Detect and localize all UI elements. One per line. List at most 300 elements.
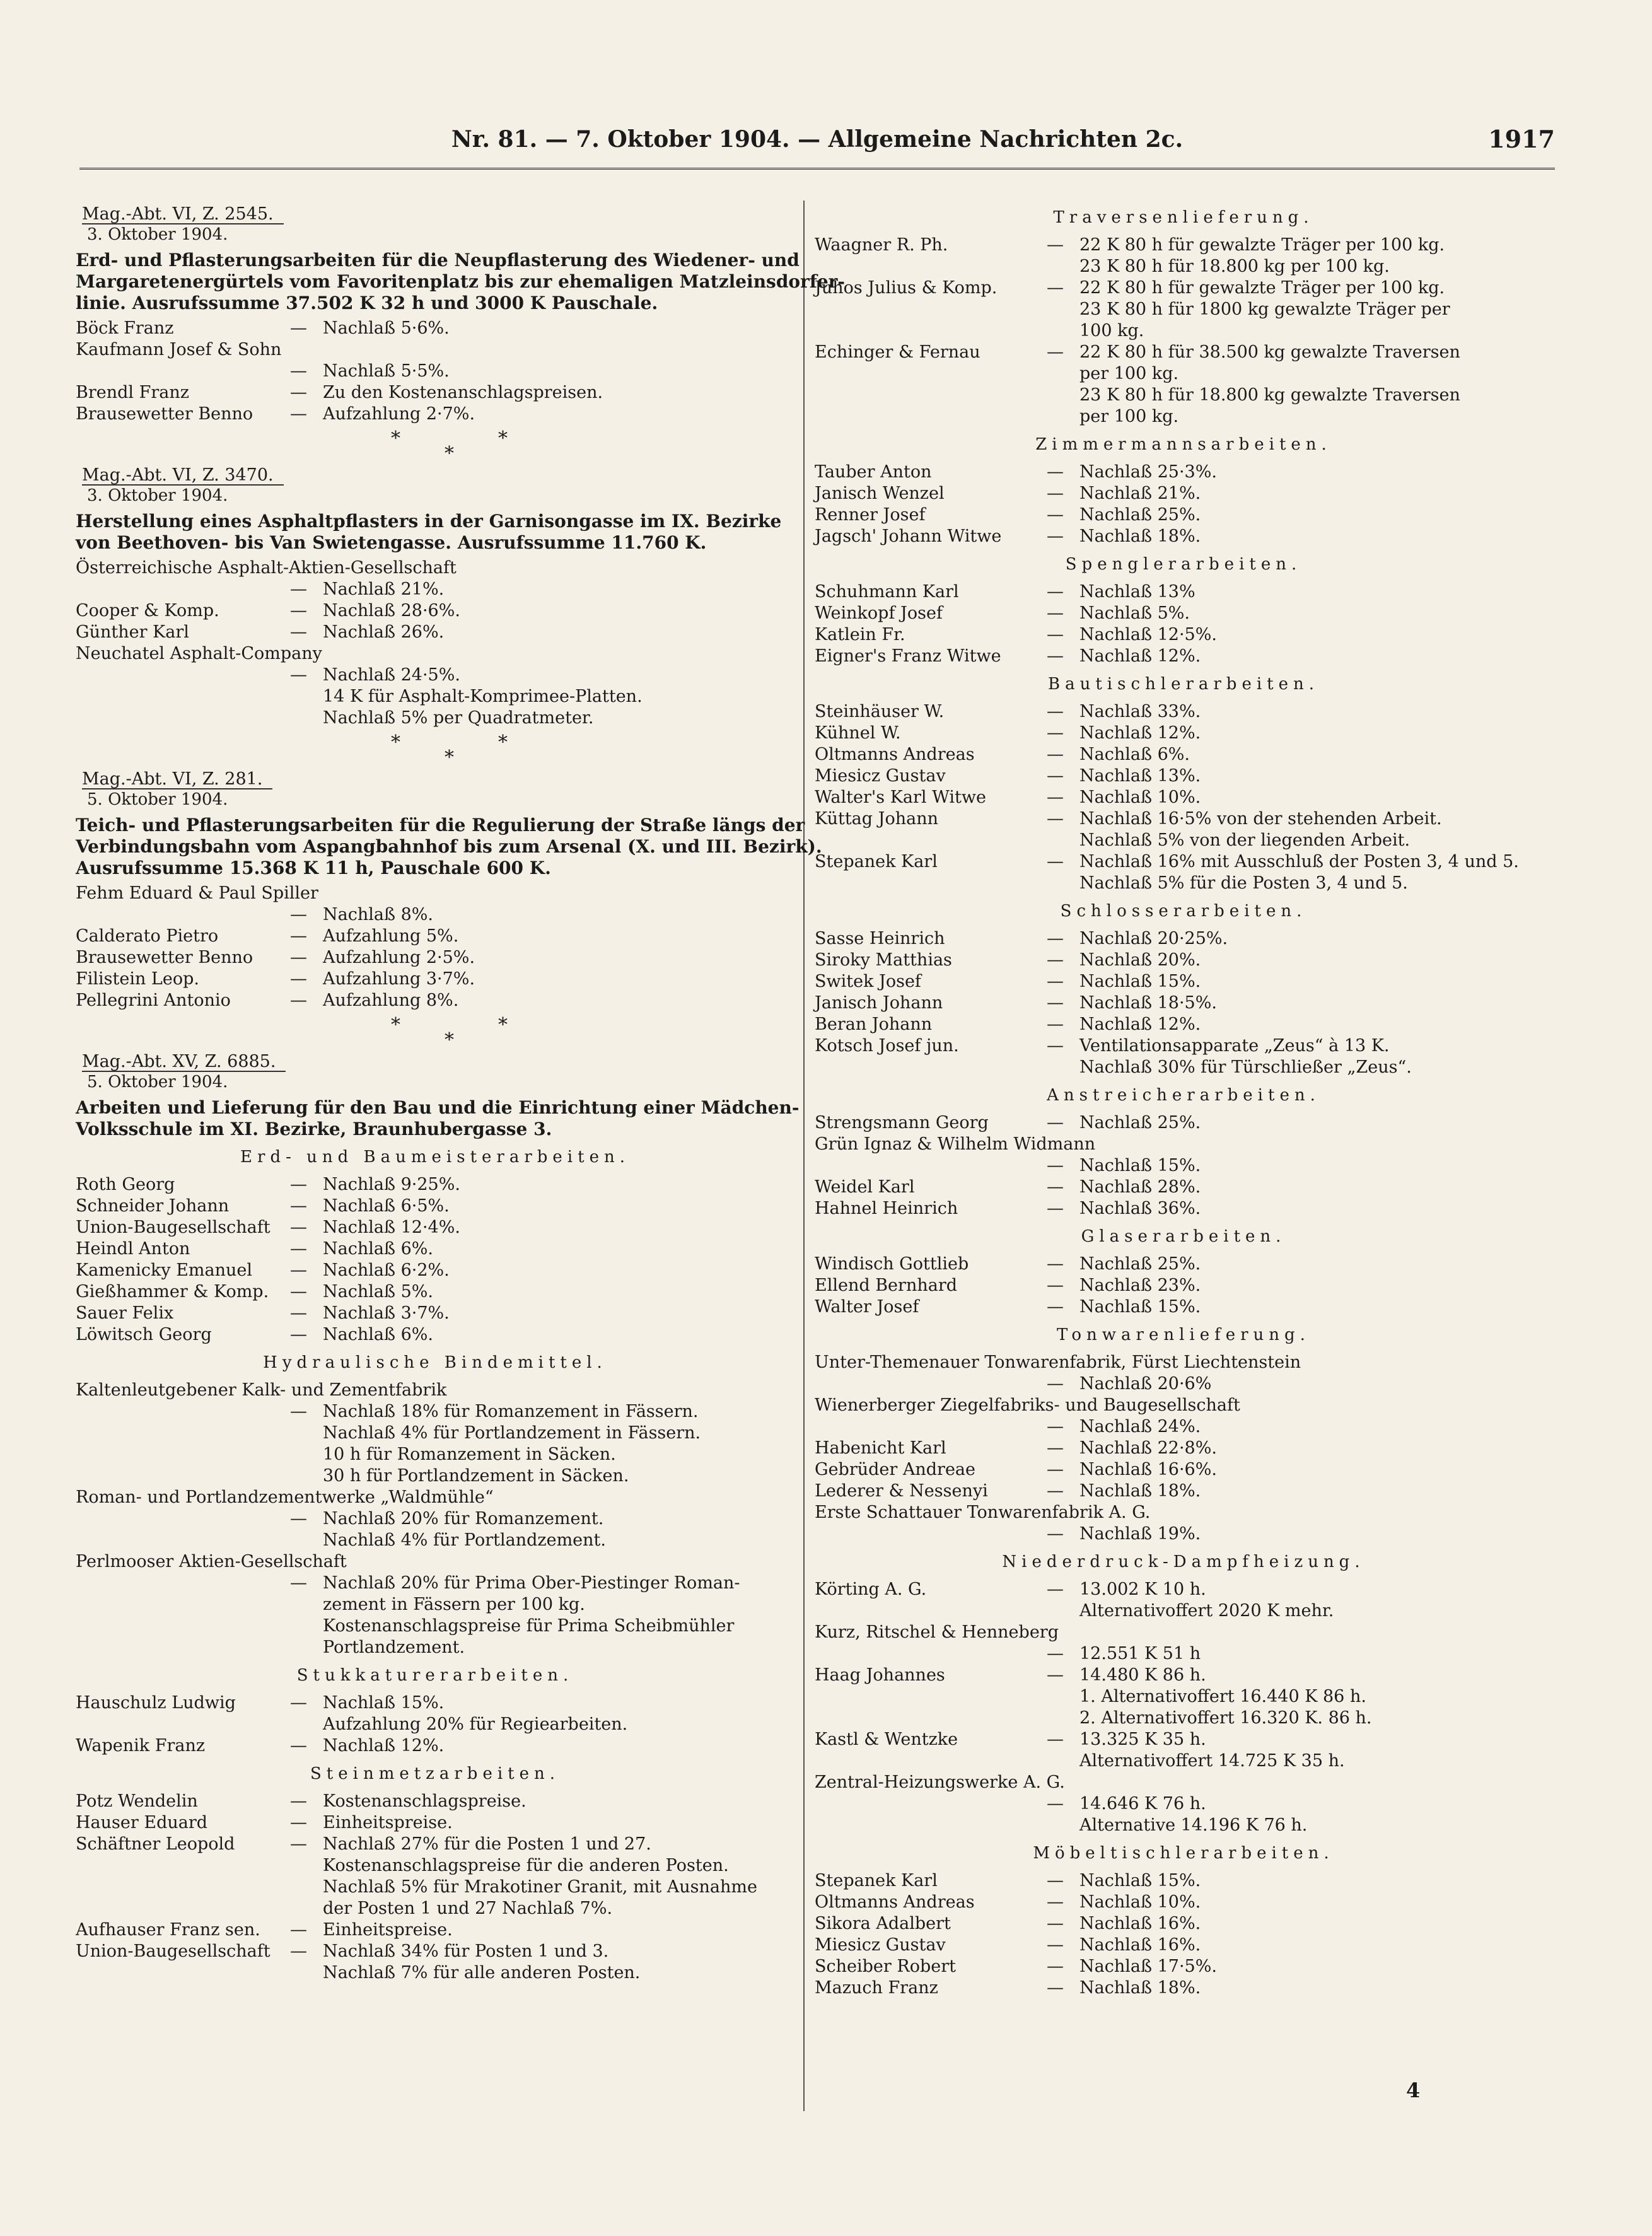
dash-mark: — [1047, 1276, 1064, 1295]
bidder-name: Janisch Wenzel [815, 484, 945, 503]
bidder-name: Perlmooser Aktien-Gesellschaft [76, 1552, 347, 1571]
bidder-name: Aufhauser Franz sen. [76, 1920, 260, 1940]
bid-detail: Nachlaß 15%. [1079, 972, 1201, 991]
entry-line [815, 256, 1552, 277]
entry-line [815, 950, 1552, 971]
bidder-name: Wapenik Franz [76, 1736, 206, 1756]
entry-list [815, 581, 1552, 667]
bid-detail: 100 kg. [1079, 321, 1144, 341]
entry-line [815, 1729, 1552, 1750]
separator-stars [391, 729, 517, 769]
entry-list [815, 928, 1552, 1078]
entry-line [76, 622, 794, 643]
bidder-name: Grün Ignaz & Wilhelm Widmann [815, 1134, 1096, 1154]
dash-mark: — [290, 601, 307, 620]
entry-line [815, 235, 1552, 256]
bid-detail: 10 h für Romanzement in Säcken. [323, 1445, 616, 1464]
dash-mark: — [1047, 929, 1064, 948]
bid-detail: Nachlaß 24%. [1079, 1417, 1201, 1436]
bidder-name: Filistein Leop. [76, 969, 199, 989]
bidder-name: Weidel Karl [815, 1177, 915, 1197]
bid-detail: Nachlaß 10%. [1079, 788, 1201, 807]
dash-mark: — [290, 1239, 307, 1259]
bidder-name: Pellegrini Antonio [76, 991, 231, 1010]
bid-detail: 30 h für Portlandzement in Säcken. [323, 1466, 629, 1486]
bidder-name: Schuhmann Karl [815, 582, 959, 602]
entry-line [815, 1014, 1552, 1035]
bidder-name: Sasse Heinrich [815, 929, 945, 948]
entry-line [815, 1892, 1552, 1913]
bidder-name: Potz Wendelin [76, 1791, 198, 1811]
bid-detail: Nachlaß 13% [1079, 582, 1195, 602]
star-mark: * [498, 731, 508, 754]
bid-detail: Aufzahlung 8%. [323, 991, 459, 1010]
bidder-name: Österreichische Asphalt-Aktien-Gesellschaft [76, 558, 457, 578]
bid-detail: Nachlaß 20% für Prima Ober-Piestinger Roman- [323, 1573, 740, 1593]
entry-list [815, 1579, 1552, 1836]
entry-line [76, 1487, 794, 1508]
footer-number: 4 [1406, 2078, 1421, 2102]
star-mark: * [391, 1014, 400, 1036]
bid-detail: 22 K 80 h für gewalzte Träger per 100 kg. [1079, 235, 1445, 255]
bid-detail: Ventilationsapparate „Zeus“ à 13 K. [1079, 1036, 1390, 1056]
section-heading: Glaserarbeiten. [1081, 1227, 1286, 1246]
bidder-name: Kotsch Josef jun. [815, 1036, 959, 1056]
star-mark: * [391, 428, 400, 450]
notice-title [76, 250, 846, 314]
bid-detail: 23 K 80 h für 18.800 kg per 100 kg. [1079, 257, 1390, 276]
entry-line [815, 277, 1552, 299]
dash-mark: — [1047, 1914, 1064, 1933]
entry-line [76, 600, 794, 622]
dash-mark: — [290, 1509, 307, 1529]
entry-line [815, 1395, 1552, 1416]
dash-mark: — [1047, 702, 1064, 721]
entry-line [76, 1573, 794, 1594]
bid-detail: Nachlaß 17·5%. [1079, 1957, 1217, 1976]
entry-line [815, 1438, 1552, 1459]
bidder-name: Heindl Anton [76, 1239, 190, 1259]
entry-line [815, 1956, 1552, 1977]
bid-detail: Nachlaß 16%. [1079, 1914, 1201, 1933]
bid-detail: Nachlaß 15%. [1079, 1297, 1201, 1317]
bid-detail: Nachlaß 3·7%. [323, 1303, 450, 1323]
section-heading: Steinmetzarbeiten. [310, 1764, 560, 1783]
entry-line [815, 1057, 1552, 1078]
bid-detail: Nachlaß 18%. [1079, 1978, 1201, 1998]
bid-detail: Nachlaß 21%. [1079, 484, 1201, 503]
bid-detail: Nachlaß 34% für Posten 1 und 3. [323, 1942, 609, 1961]
entry-line [815, 1134, 1552, 1155]
dash-mark: — [1047, 1665, 1064, 1685]
header-title: Nr. 81. — 7. Oktober 1904. — Allgemeine Nachrichten 2c. [451, 126, 1184, 153]
entry-line [815, 363, 1552, 385]
dash-mark: — [1047, 788, 1064, 807]
dash-mark: — [290, 948, 307, 967]
title-line: Volksschule im XI. Bezirke, Braunhubergasse 3. [76, 1119, 552, 1139]
bid-detail: Nachlaß 18%. [1079, 527, 1201, 546]
bid-detail: Portlandzement. [323, 1638, 465, 1657]
dash-mark: — [290, 926, 307, 946]
entry-list [815, 462, 1552, 547]
entry-line [815, 873, 1552, 894]
entry-line [76, 1303, 794, 1324]
bidder-name: Wienerberger Ziegelfabriks- und Baugesellschaft [815, 1395, 1240, 1415]
entry-line [76, 339, 794, 361]
bid-detail: Nachlaß 25·3%. [1079, 462, 1217, 482]
bidder-name: Erste Schattauer Tonwarenfabrik A. G. [815, 1503, 1151, 1522]
bid-detail: 2. Alternativoffert 16.320 K. 86 h. [1079, 1708, 1372, 1728]
entry-list [76, 1791, 794, 1984]
entry-line [815, 1977, 1552, 1999]
section-heading: Schlosserarbeiten. [1060, 902, 1307, 921]
entry-list [76, 318, 794, 425]
entry-line [76, 1898, 794, 1919]
bid-detail: Nachlaß 6%. [1079, 745, 1190, 764]
bidder-name: Löwitsch Georg [76, 1325, 212, 1344]
bidder-name: Miesicz Gustav [815, 1935, 946, 1955]
bidder-name: Beran Johann [815, 1015, 933, 1034]
title-line: Herstellung eines Asphaltpflasters in der Garnisongasse im IX. Bezirke [76, 511, 782, 532]
page-header [79, 124, 1555, 161]
bid-detail: zement in Fässern per 100 kg. [323, 1595, 585, 1614]
bid-detail: Nachlaß 30% für Türschließer „Zeus“. [1079, 1057, 1412, 1077]
entry-list [76, 1174, 794, 1346]
dash-mark: — [1047, 1199, 1064, 1218]
dash-mark: — [290, 991, 307, 1010]
dash-mark: — [290, 1325, 307, 1344]
bidder-name: Walter Josef [815, 1297, 919, 1317]
title-line: linie. Ausrufssumme 37.502 K 32 h und 3000 K Pauschale. [76, 293, 658, 313]
bidder-name: Kastl & Wentzke [815, 1730, 958, 1749]
entry-line [76, 1637, 794, 1658]
bid-detail: Aufzahlung 2·5%. [323, 948, 475, 967]
bid-detail: Nachlaß 21%. [323, 579, 445, 599]
bidder-name: Fehm Eduard & Paul Spiller [76, 883, 318, 903]
section-heading: Erd- und Baumeisterarbeiten. [240, 1148, 630, 1167]
bid-detail: Nachlaß 10%. [1079, 1892, 1201, 1912]
entry-line [815, 1352, 1552, 1373]
dash-mark: — [1047, 484, 1064, 503]
dash-mark: — [1047, 1730, 1064, 1749]
entry-list [76, 1380, 794, 1658]
entry-line [76, 1877, 794, 1898]
entry-line [815, 1600, 1552, 1622]
dash-mark: — [290, 318, 307, 338]
entry-line [815, 1177, 1552, 1198]
bid-detail: Nachlaß 20·25%. [1079, 929, 1228, 948]
bid-detail: 13.002 K 10 h. [1079, 1580, 1206, 1599]
entry-line [815, 1622, 1552, 1643]
bidder-name: Tauber Anton [815, 462, 932, 482]
bidder-name: Windisch Gottlieb [815, 1254, 969, 1274]
entry-line [815, 971, 1552, 993]
bidder-name: Walter's Karl Witwe [815, 788, 986, 807]
entry-line [76, 1855, 794, 1877]
bidder-name: Calderato Pietro [76, 926, 219, 946]
entry-line [815, 928, 1552, 950]
reference-date: 5. Oktober 1904. [87, 790, 228, 809]
bidder-name: Siroky Matthias [815, 950, 952, 970]
bid-detail: Nachlaß 18·5%. [1079, 993, 1217, 1013]
dash-mark: — [290, 1920, 307, 1940]
title-line: Margaretenergürtels vom Favoritenplatz bis zur ehemaligen Matzleinsdorfer- [76, 271, 846, 292]
dash-mark: — [1047, 625, 1064, 644]
bid-detail: Nachlaß 18%. [1079, 1481, 1201, 1501]
bid-detail: Nachlaß 16·5% von der stehenden Arbeit. [1079, 809, 1442, 829]
bid-detail: Nachlaß 24·5%. [323, 665, 460, 685]
dash-mark: — [1047, 766, 1064, 786]
bid-detail: Nachlaß 25%. [1079, 505, 1201, 525]
bid-detail: Nachlaß 5% per Quadratmeter. [323, 708, 594, 728]
dash-mark: — [290, 579, 307, 599]
bidder-name: Kurz, Ritschel & Henneberg [815, 1622, 1059, 1642]
entry-line [76, 557, 794, 579]
notice-title [76, 815, 822, 879]
entry-line [76, 1423, 794, 1444]
entry-line [815, 1198, 1552, 1220]
bid-detail: Nachlaß 4% für Portlandzement in Fässern. [323, 1423, 701, 1443]
dash-mark: — [290, 665, 307, 685]
section-heading: Bautischlerarbeiten. [1047, 675, 1320, 694]
dash-mark: — [1047, 1036, 1064, 1056]
bidder-name: Jagsch' Johann Witwe [815, 527, 1002, 546]
bidder-name: Union-Baugesellschaft [76, 1942, 270, 1961]
entry-line [76, 361, 794, 382]
header-rule [79, 168, 1555, 170]
bidder-name: Kamenicky Emanuel [76, 1261, 252, 1280]
bid-detail: Nachlaß 6·2%. [323, 1261, 450, 1280]
entry-line [815, 851, 1552, 873]
title-line: Erd- und Pflasterungsarbeiten für die Neupflasterung des Wiedener- und [76, 250, 800, 271]
bid-detail: Nachlaß 20%. [1079, 950, 1201, 970]
star-mark: * [498, 1014, 508, 1036]
entry-line [815, 624, 1552, 646]
dash-mark: — [1047, 972, 1064, 991]
bidder-name: Juhos Julius & Komp. [815, 278, 998, 298]
bidder-name: Neuchatel Asphalt-Company [76, 644, 322, 663]
bid-detail: Nachlaß 6%. [323, 1239, 433, 1259]
dash-mark: — [1047, 646, 1064, 666]
dash-mark: — [290, 404, 307, 424]
dash-mark: — [1047, 745, 1064, 764]
bidder-name: Hauschulz Ludwig [76, 1693, 236, 1713]
section-heading: Spenglerarbeiten. [1065, 555, 1302, 574]
bid-detail: Nachlaß 27% für die Posten 1 und 27. [323, 1834, 651, 1854]
bid-detail: Nachlaß 6%. [323, 1325, 433, 1344]
bidder-name: Küttag Johann [815, 809, 938, 829]
dash-mark: — [1047, 1935, 1064, 1955]
entry-line [76, 926, 794, 947]
bid-detail: Kostenanschlagspreise für die anderen Posten. [323, 1856, 729, 1875]
bid-detail: Nachlaß 36%. [1079, 1199, 1201, 1218]
entry-line [815, 1579, 1552, 1600]
entry-line [815, 406, 1552, 428]
notice-title [76, 511, 794, 554]
dash-mark: — [1047, 278, 1064, 298]
reference-number: Mag.-Abt. VI, Z. 2545. [82, 204, 284, 224]
bid-detail: Nachlaß 5·6%. [323, 318, 450, 338]
bid-detail: 22 K 80 h für 38.500 kg gewalzte Traversen [1079, 342, 1460, 362]
entry-line [815, 1296, 1552, 1318]
bid-detail: Nachlaß 20·6% [1079, 1374, 1212, 1394]
entry-line [815, 993, 1552, 1014]
bidder-name: Stepanek Karl [815, 852, 938, 871]
dash-mark: — [1047, 1580, 1064, 1599]
bid-detail: Nachlaß 12%. [1079, 1015, 1201, 1034]
bidder-name: Cooper & Komp. [76, 601, 219, 620]
entry-line [815, 320, 1552, 342]
star-mark: * [445, 443, 454, 465]
dash-mark: — [1047, 603, 1064, 623]
dash-mark: — [1047, 1524, 1064, 1544]
entry-line [815, 581, 1552, 603]
dash-mark: — [290, 622, 307, 642]
column-divider [803, 201, 805, 2111]
entry-line [815, 744, 1552, 766]
reference-date: 3. Oktober 1904. [87, 486, 228, 505]
bidder-name: Schneider Johann [76, 1196, 230, 1216]
entry-line [76, 1174, 794, 1196]
entry-line [76, 1530, 794, 1551]
bidder-name: Union-Baugesellschaft [76, 1218, 270, 1237]
entry-line [76, 665, 794, 686]
dash-mark: — [1047, 1978, 1064, 1998]
bid-detail: Nachlaß 5% von der liegenden Arbeit. [1079, 830, 1411, 850]
bid-detail: Nachlaß 5% für die Posten 3, 4 und 5. [1079, 873, 1408, 893]
section-heading: Stukkaturerarbeiten. [296, 1666, 574, 1685]
entry-line [76, 1281, 794, 1303]
bid-detail: Einheitspreise. [323, 1813, 453, 1832]
dash-mark: — [1047, 1417, 1064, 1436]
dash-mark: — [1047, 235, 1064, 255]
bid-detail: Nachlaß 25%. [1079, 1254, 1201, 1274]
dash-mark: — [290, 361, 307, 381]
bidder-name: Strengsmann Georg [815, 1113, 989, 1133]
dash-mark: — [290, 1813, 307, 1832]
bidder-name: Ellend Bernhard [815, 1276, 958, 1295]
bidder-name: Brendl Franz [76, 383, 189, 402]
entry-line [76, 947, 794, 969]
bidder-name: Renner Josef [815, 505, 926, 525]
reference-date: 3. Oktober 1904. [87, 225, 228, 244]
section-heading: Anstreicherarbeiten. [1047, 1086, 1320, 1105]
bid-detail: 14.480 K 86 h. [1079, 1665, 1206, 1685]
entry-line [76, 969, 794, 990]
dash-mark: — [290, 969, 307, 989]
bid-detail: Einheitspreise. [323, 1920, 453, 1940]
bid-detail: Nachlaß 7% für alle anderen Posten. [323, 1963, 641, 1983]
entry-line [76, 1812, 794, 1834]
dash-mark: — [1047, 505, 1064, 525]
entry-line [815, 701, 1552, 723]
dash-mark: — [1047, 462, 1064, 482]
bid-detail: Nachlaß 16% mit Ausschluß der Posten 3, 4 und 5. [1079, 852, 1519, 871]
dash-mark: — [290, 1402, 307, 1421]
title-line: Arbeiten und Lieferung für den Bau und die Einrichtung einer Mädchen- [76, 1097, 800, 1118]
bidder-name: Lederer & Nessenyi [815, 1481, 988, 1501]
bidder-name: Brausewetter Benno [76, 404, 253, 424]
bidder-name: Mazuch Franz [815, 1978, 938, 1998]
entry-line [76, 1594, 794, 1616]
dash-mark: — [1047, 527, 1064, 546]
bidder-name: Sikora Adalbert [815, 1914, 951, 1933]
entry-line [815, 1416, 1552, 1438]
bid-detail: Nachlaß 12·4%. [323, 1218, 460, 1237]
entry-line [76, 686, 794, 707]
reference-block [76, 769, 794, 810]
entry-line [76, 1444, 794, 1465]
bidder-name: Roth Georg [76, 1175, 175, 1194]
bid-detail: 23 K 80 h für 1800 kg gewalzte Träger per [1079, 300, 1450, 319]
dash-mark: — [290, 1736, 307, 1756]
dash-mark: — [1047, 1254, 1064, 1274]
entry-line [815, 1750, 1552, 1772]
entry-line [76, 1941, 794, 1962]
dash-mark: — [1047, 1957, 1064, 1976]
entry-line [76, 1962, 794, 1984]
entry-line [76, 990, 794, 1011]
entry-line [815, 1643, 1552, 1665]
reference-number: Mag.-Abt. VI, Z. 3470. [82, 465, 284, 486]
bidder-name: Kühnel W. [815, 723, 901, 743]
bidder-name: Unter-Themenauer Tonwarenfabrik, Fürst Liechtenstein [815, 1353, 1301, 1372]
entry-line [815, 483, 1552, 504]
bidder-name: Roman- und Portlandzementwerke „Waldmühle“ [76, 1488, 494, 1507]
dash-mark: — [1047, 993, 1064, 1013]
dash-mark: — [290, 905, 307, 924]
title-line: von Beethoven- bis Van Swietengasse. Ausrufssumme 11.760 K. [76, 532, 707, 553]
bidder-name: Janisch Johann [815, 993, 943, 1013]
star-mark: * [498, 428, 508, 450]
entry-line [815, 1254, 1552, 1275]
bidder-name: Kaufmann Josef & Sohn [76, 340, 282, 359]
bid-detail: Aufzahlung 3·7%. [323, 969, 475, 989]
bid-detail: Nachlaß 13%. [1079, 766, 1201, 786]
reference-date: 5. Oktober 1904. [87, 1073, 228, 1092]
bid-detail: der Posten 1 und 27 Nachlaß 7%. [323, 1899, 613, 1918]
entry-line [815, 766, 1552, 787]
bid-detail: Nachlaß 6·5%. [323, 1196, 450, 1216]
reference-block [76, 1052, 794, 1092]
bid-detail: Alternative 14.196 K 76 h. [1079, 1815, 1308, 1835]
entry-line [815, 787, 1552, 808]
entry-line [815, 1708, 1552, 1729]
dash-mark: — [290, 1693, 307, 1713]
entry-line [815, 808, 1552, 830]
dash-mark: — [290, 1942, 307, 1961]
bid-detail: Alternativoffert 2020 K mehr. [1079, 1601, 1334, 1621]
bid-detail: Nachlaß 5%. [323, 1282, 433, 1301]
entry-line [815, 504, 1552, 526]
entry-line [815, 1686, 1552, 1708]
bidder-name: Brausewetter Benno [76, 948, 253, 967]
section-heading: Niederdruck-Dampfheizung. [1002, 1552, 1365, 1571]
bid-detail: Nachlaß 25%. [1079, 1113, 1201, 1133]
entry-line [76, 883, 794, 904]
reference-block [76, 204, 794, 245]
bid-detail: Nachlaß 15%. [323, 1693, 445, 1713]
bidder-name: Kaltenleutgebener Kalk- und Zementfabrik [76, 1380, 447, 1400]
bid-detail: Nachlaß 16·6%. [1079, 1460, 1217, 1479]
entry-line [815, 1772, 1552, 1793]
bid-detail: per 100 kg. [1079, 364, 1179, 383]
reference-number: Mag.-Abt. XV, Z. 6885. [82, 1052, 286, 1072]
title-line: Verbindungsbahn vom Aspangbahnhof bis zum Arsenal (X. und III. Bezirk). [76, 836, 822, 857]
entry-line [76, 1380, 794, 1401]
bid-detail: Nachlaß 12%. [323, 1736, 445, 1756]
bid-detail: Nachlaß 23%. [1079, 1276, 1201, 1295]
